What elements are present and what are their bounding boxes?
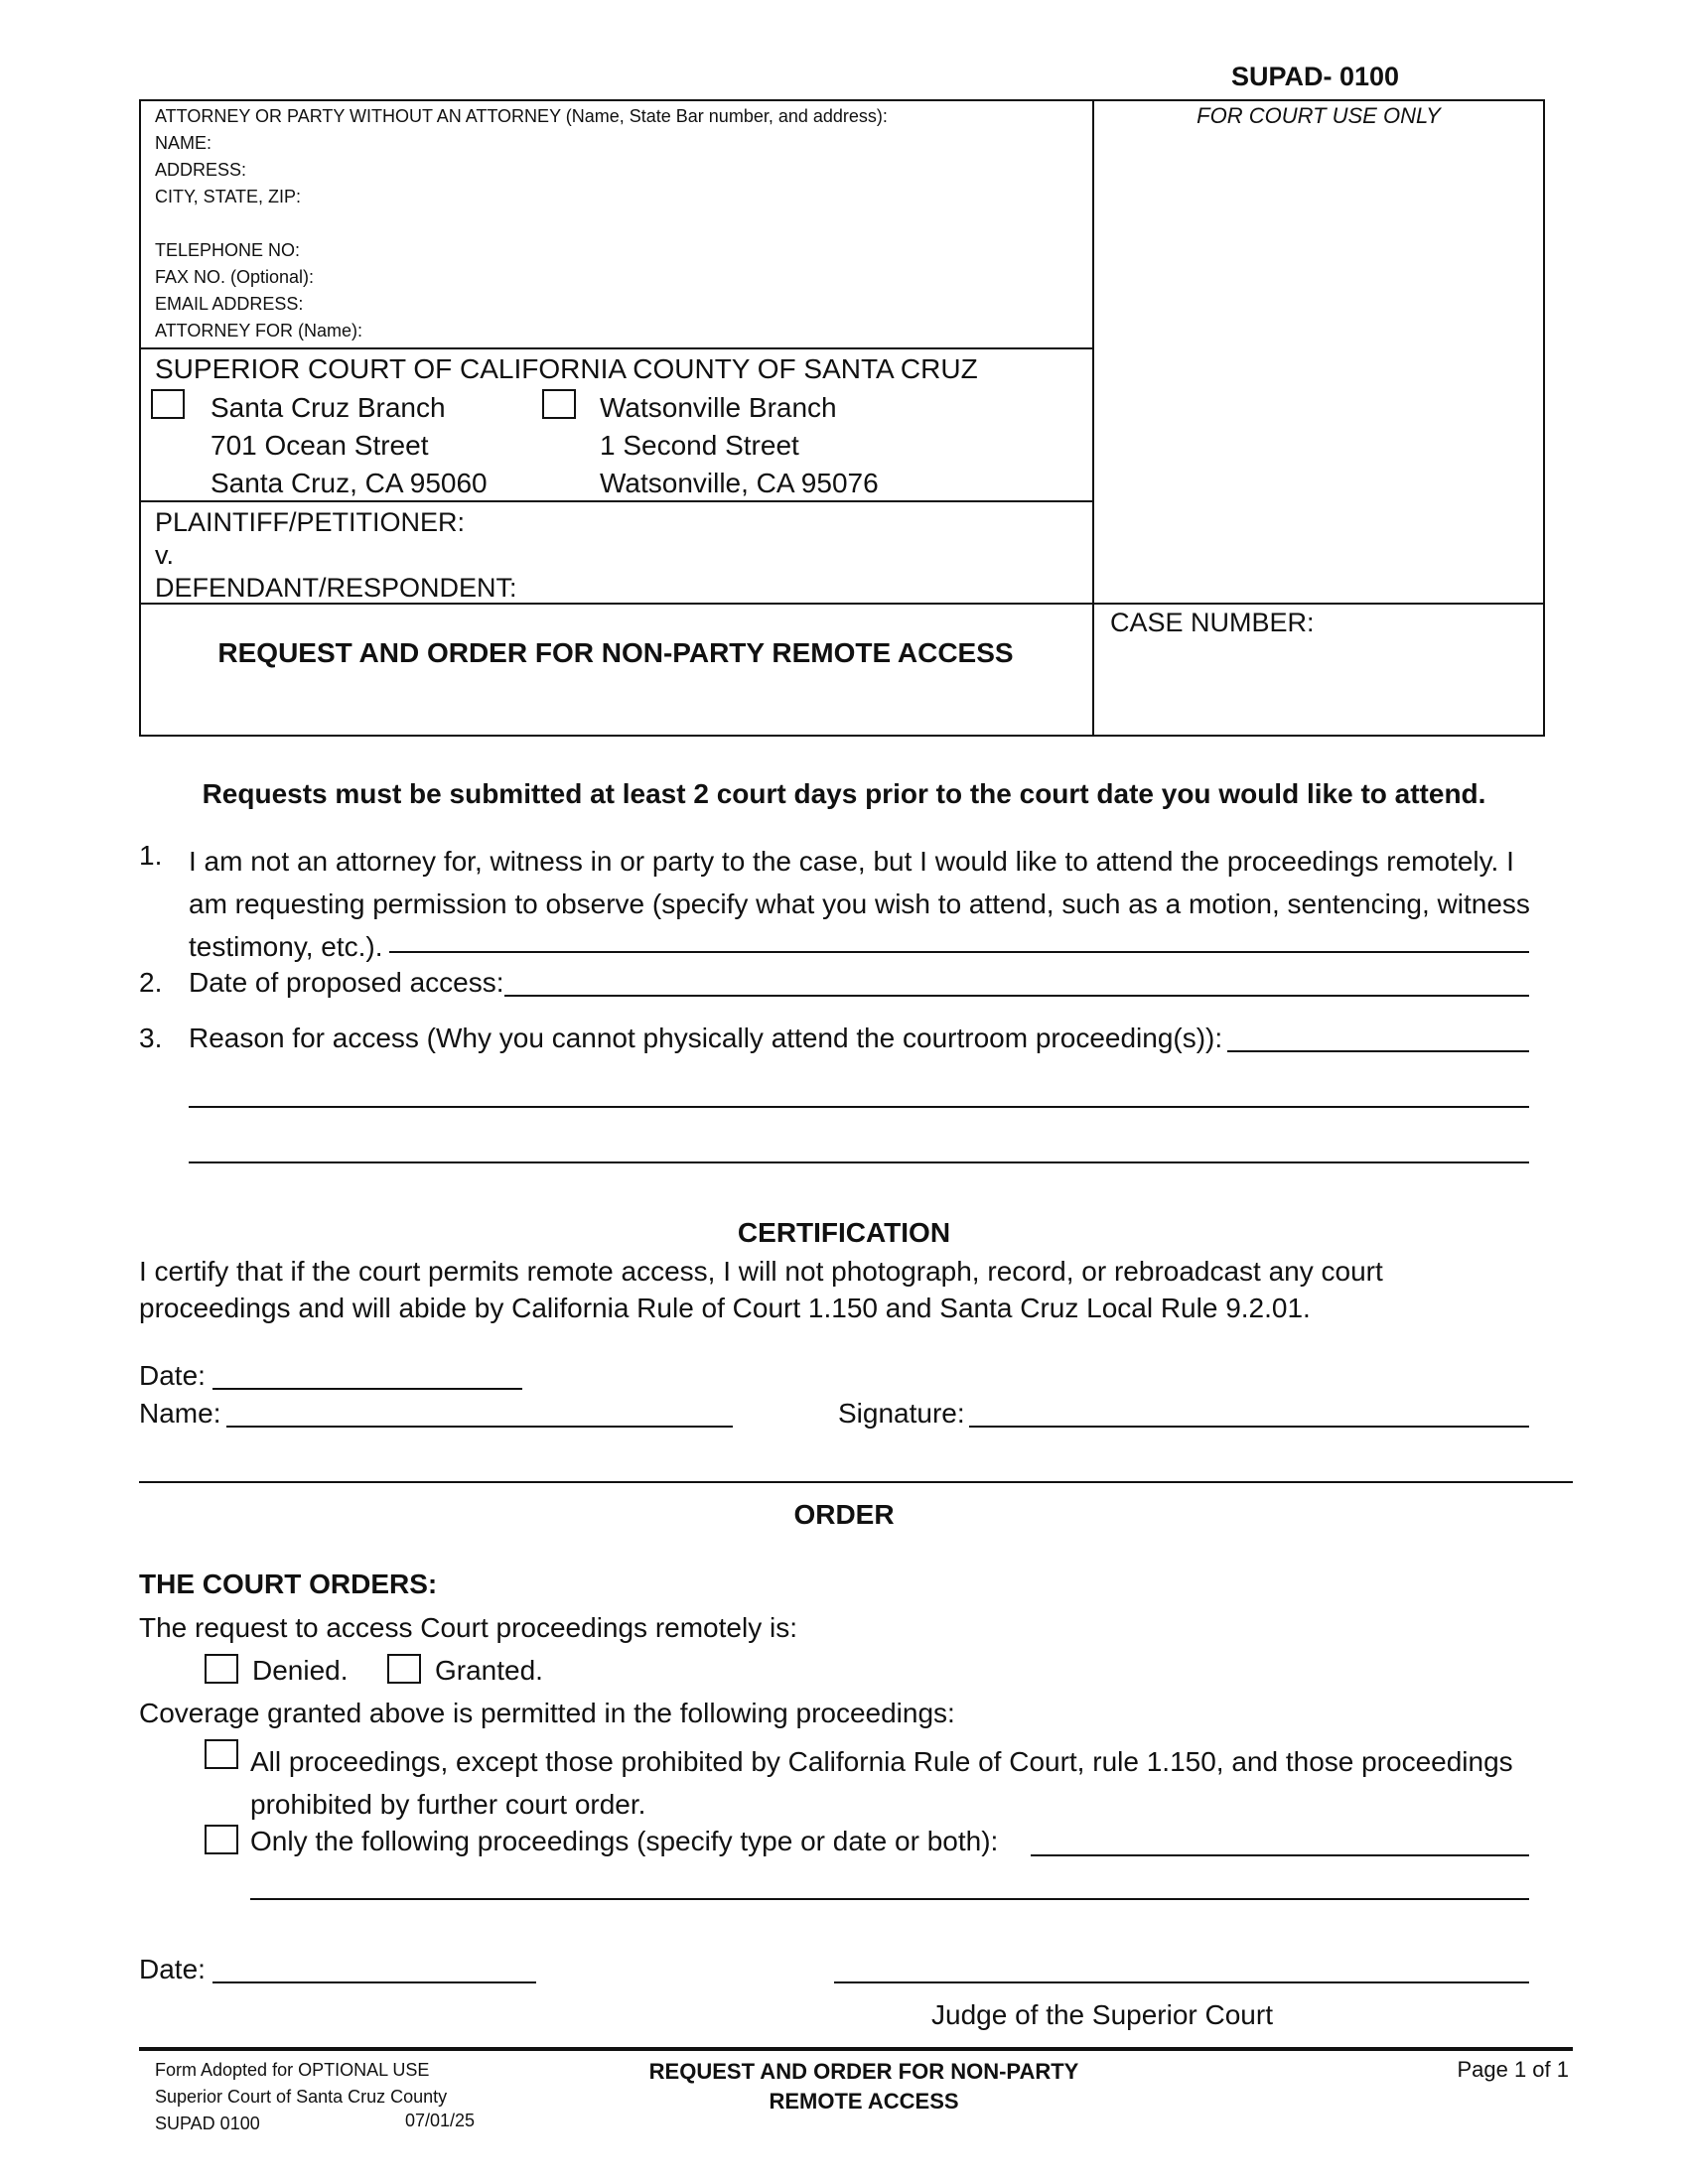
judge-label: Judge of the Superior Court: [931, 1999, 1273, 2030]
santa-cruz-branch-checkbox[interactable]: [151, 389, 185, 419]
only-following-line-1[interactable]: [1031, 1854, 1529, 1856]
all-proceedings-line-1: All proceedings, except those prohibited by California Rule of Court, rule 1.150, and those proceedings: [250, 1746, 1513, 1777]
certification-text: [139, 1253, 1383, 1326]
all-proceedings-text: [250, 1740, 1513, 1826]
footer-form-id: SUPAD 0100: [155, 2114, 260, 2133]
court-orders-label: THE COURT ORDERS:: [139, 1569, 438, 1599]
denied-checkbox[interactable]: [205, 1654, 238, 1684]
footer-revision-date: 07/01/25: [405, 2111, 476, 2130]
item-3-text: Reason for access (Why you cannot physically attend the courtroom proceeding(s)):: [189, 1023, 1223, 1053]
attorney-name-label: NAME:: [155, 133, 212, 153]
watsonville-branch-checkbox[interactable]: [542, 389, 576, 419]
attorney-for-label: ATTORNEY FOR (Name):: [155, 321, 363, 341]
only-following-text: Only the following proceedings (specify type or date or both):: [250, 1826, 999, 1856]
santa-cruz-branch-city: Santa Cruz, CA 95060: [211, 468, 488, 498]
item-1-line-2: am requesting permission to observe (specify what you wish to attend, such as a motion, sentencing, witness: [189, 888, 1530, 919]
certification-heading: CERTIFICATION: [737, 1217, 951, 1248]
divider-attorney: [139, 347, 1092, 349]
parties-block: [155, 506, 517, 605]
defendant-label: DEFENDANT/RESPONDENT:: [155, 573, 517, 603]
watsonville-branch: [600, 389, 879, 502]
reason-line-2[interactable]: [189, 1106, 1529, 1108]
item-1-number: 1.: [139, 840, 163, 871]
only-following-line-2[interactable]: [250, 1898, 1529, 1900]
denied-label: Denied.: [252, 1655, 349, 1686]
coverage-text: Coverage granted above is permitted in the following proceedings:: [139, 1698, 955, 1728]
submission-notice: Requests must be submitted at least 2 court days prior to the court date you would like to attend.: [202, 778, 1486, 809]
versus-label: v.: [155, 540, 174, 570]
signature-line[interactable]: [969, 1426, 1529, 1428]
order-date-label: Date:: [139, 1954, 206, 1984]
page-number: Page 1 of 1: [1457, 2057, 1569, 2082]
plaintiff-label: PLAINTIFF/PETITIONER:: [155, 507, 466, 537]
watsonville-branch-city: Watsonville, CA 95076: [600, 468, 879, 498]
attorney-block: [155, 103, 888, 344]
reason-line-3[interactable]: [189, 1161, 1529, 1163]
footer-left: [155, 2057, 447, 2137]
granted-checkbox[interactable]: [387, 1654, 421, 1684]
certification-line-2: proceedings and will abide by California Rule of Court 1.150 and Santa Cruz Local Rule 9.2.01.: [139, 1293, 1311, 1323]
order-date-line[interactable]: [212, 1981, 536, 1983]
court-title: SUPERIOR COURT OF CALIFORNIA COUNTY OF SANTA CRUZ: [155, 353, 978, 384]
request-access-text: The request to access Court proceedings remotely is:: [139, 1612, 797, 1643]
court-use-label: FOR COURT USE ONLY: [1196, 103, 1441, 128]
footer-center: [616, 2057, 1112, 2116]
footer-adopted: Form Adopted for OPTIONAL USE: [155, 2060, 430, 2080]
certification-name-line[interactable]: [226, 1426, 733, 1428]
all-proceedings-checkbox[interactable]: [205, 1739, 238, 1769]
form-number: SUPAD- 0100: [1231, 62, 1400, 91]
attorney-heading: ATTORNEY OR PARTY WITHOUT AN ATTORNEY (Name, State Bar number, and address):: [155, 106, 888, 126]
santa-cruz-branch-name: Santa Cruz Branch: [211, 392, 446, 423]
certification-name-label: Name:: [139, 1398, 221, 1429]
case-number-label: CASE NUMBER:: [1110, 608, 1315, 637]
item-2-number: 2.: [139, 967, 163, 998]
judge-signature-line[interactable]: [834, 1981, 1529, 1983]
item-1-line-3: testimony, etc.).: [189, 931, 383, 962]
attorney-fax-label: FAX NO. (Optional):: [155, 267, 315, 287]
footer-title-line-1: REQUEST AND ORDER FOR NON-PARTY: [648, 2059, 1079, 2084]
caption-divider: [1092, 99, 1094, 737]
item-1-text: [189, 840, 1530, 968]
attorney-telephone-label: TELEPHONE NO:: [155, 240, 301, 260]
watsonville-branch-street: 1 Second Street: [600, 430, 799, 461]
all-proceedings-line-2: prohibited by further court order.: [250, 1789, 646, 1820]
item-1-line-1: I am not an attorney for, witness in or party to the case, but I would like to attend the proceedings remotely. I: [189, 846, 1514, 877]
order-heading: ORDER: [793, 1499, 895, 1530]
attorney-city-label: CITY, STATE, ZIP:: [155, 187, 302, 206]
footer-court: Superior Court of Santa Cruz County: [155, 2087, 448, 2107]
proposed-access-date-line[interactable]: [504, 995, 1529, 997]
footer-title-line-2: REMOTE ACCESS: [769, 2089, 959, 2114]
form-title: REQUEST AND ORDER FOR NON-PARTY REMOTE ACCESS: [217, 637, 1014, 668]
santa-cruz-branch-street: 701 Ocean Street: [211, 430, 429, 461]
watsonville-branch-name: Watsonville Branch: [600, 392, 837, 423]
certification-date-line[interactable]: [212, 1388, 522, 1390]
footer-rule: [139, 2047, 1573, 2051]
order-section-divider: [139, 1481, 1573, 1483]
signature-label: Signature:: [838, 1398, 965, 1429]
certification-line-1: I certify that if the court permits remote access, I will not photograph, record, or rebroadcast any court: [139, 1256, 1383, 1287]
item-3-number: 3.: [139, 1023, 163, 1053]
attorney-address-label: ADDRESS:: [155, 160, 247, 180]
reason-line-1[interactable]: [1227, 1050, 1529, 1052]
granted-label: Granted.: [435, 1655, 543, 1686]
item-1-answer-line[interactable]: [389, 951, 1529, 953]
only-following-checkbox[interactable]: [205, 1825, 238, 1854]
item-2-text: Date of proposed access:: [189, 967, 504, 998]
santa-cruz-branch: [211, 389, 488, 502]
certification-date-label: Date:: [139, 1360, 206, 1391]
attorney-email-label: EMAIL ADDRESS:: [155, 294, 304, 314]
